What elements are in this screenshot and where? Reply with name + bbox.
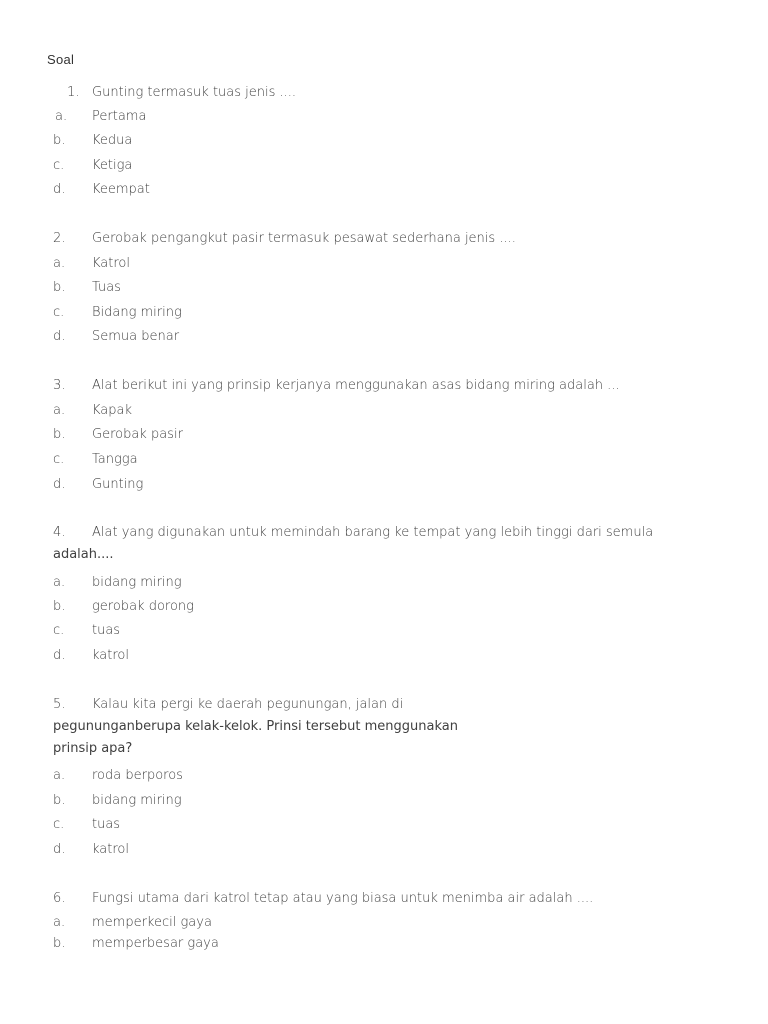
option-letter: d. [53,182,66,197]
question-text: Alat yang digunakan untuk memindah barang ke tempat yang lebih tinggi dari semula [92,525,654,540]
option-letter: d. [53,842,66,857]
option-text: memperkecil gaya [92,915,212,930]
option-letter: a. [55,109,68,124]
option-text: bidang miring [92,793,182,808]
option-letter: d. [53,329,66,344]
option-letter: c. [53,158,65,173]
option-letter: a. [53,403,66,418]
question-number: 2. [53,231,66,246]
page-heading: Soal [47,52,75,67]
option-text: Tangga [92,452,138,467]
option-text: Kedua [92,133,133,148]
option-letter: b. [53,793,66,808]
option-text: Pertama [92,109,147,124]
option-letter: c. [53,452,65,467]
option-text: bidang miring [92,575,182,590]
question-text: Kalau kita pergi ke daerah pegunungan, jalan di [92,697,404,712]
question-number: 1. [67,85,80,100]
option-letter: d. [53,477,66,492]
question-number: 6. [53,891,66,906]
option-letter: b. [53,133,66,148]
option-text: gerobak dorong [92,599,194,614]
option-text: Bidang miring [92,305,182,320]
option-letter: a. [53,256,66,271]
option-text: roda berporos [92,768,183,783]
question-number: 4. [53,525,66,540]
option-text: Kapak [92,403,133,418]
option-text: tuas [92,623,121,638]
question-number: 3. [53,378,66,393]
option-text: Ketiga [92,158,133,173]
option-letter: b. [53,599,66,614]
option-letter: a. [53,768,66,783]
option-letter: a. [53,575,66,590]
option-text: katrol [92,842,129,857]
option-letter: a. [53,915,66,930]
question-number: 5. [53,697,66,712]
question-text-continued: adalah.... [53,547,114,562]
option-text: memperbesar gaya [92,936,219,951]
option-text: Gunting [92,477,144,492]
option-letter: d. [53,648,66,663]
option-text: tuas [92,817,121,832]
question-text: Fungsi utama dari katrol tetap atau yang biasa untuk menimba air adalah .... [92,891,594,906]
question-text: Alat berikut ini yang prinsip kerjanya menggunakan asas bidang miring adalah ... [92,378,620,393]
option-text: Tuas [92,280,121,295]
option-letter: b. [53,936,66,951]
question-text-continued: pegununganberupa kelak-kelok. Prinsi tersebut menggunakan [53,719,458,734]
option-letter: b. [53,280,66,295]
option-text: Semua benar [92,329,180,344]
question-text-continued-2: prinsip apa? [53,741,133,756]
option-text: Gerobak pasir [92,427,183,442]
option-text: katrol [92,648,129,663]
option-text: Katrol [92,256,130,271]
question-text: Gerobak pengangkut pasir termasuk pesawat sederhana jenis .... [92,231,516,246]
option-text: Keempat [92,182,150,197]
option-letter: c. [53,305,65,320]
option-letter: b. [53,427,66,442]
option-letter: c. [53,817,65,832]
option-letter: c. [53,623,65,638]
question-text: Gunting termasuk tuas jenis .... [92,85,297,100]
